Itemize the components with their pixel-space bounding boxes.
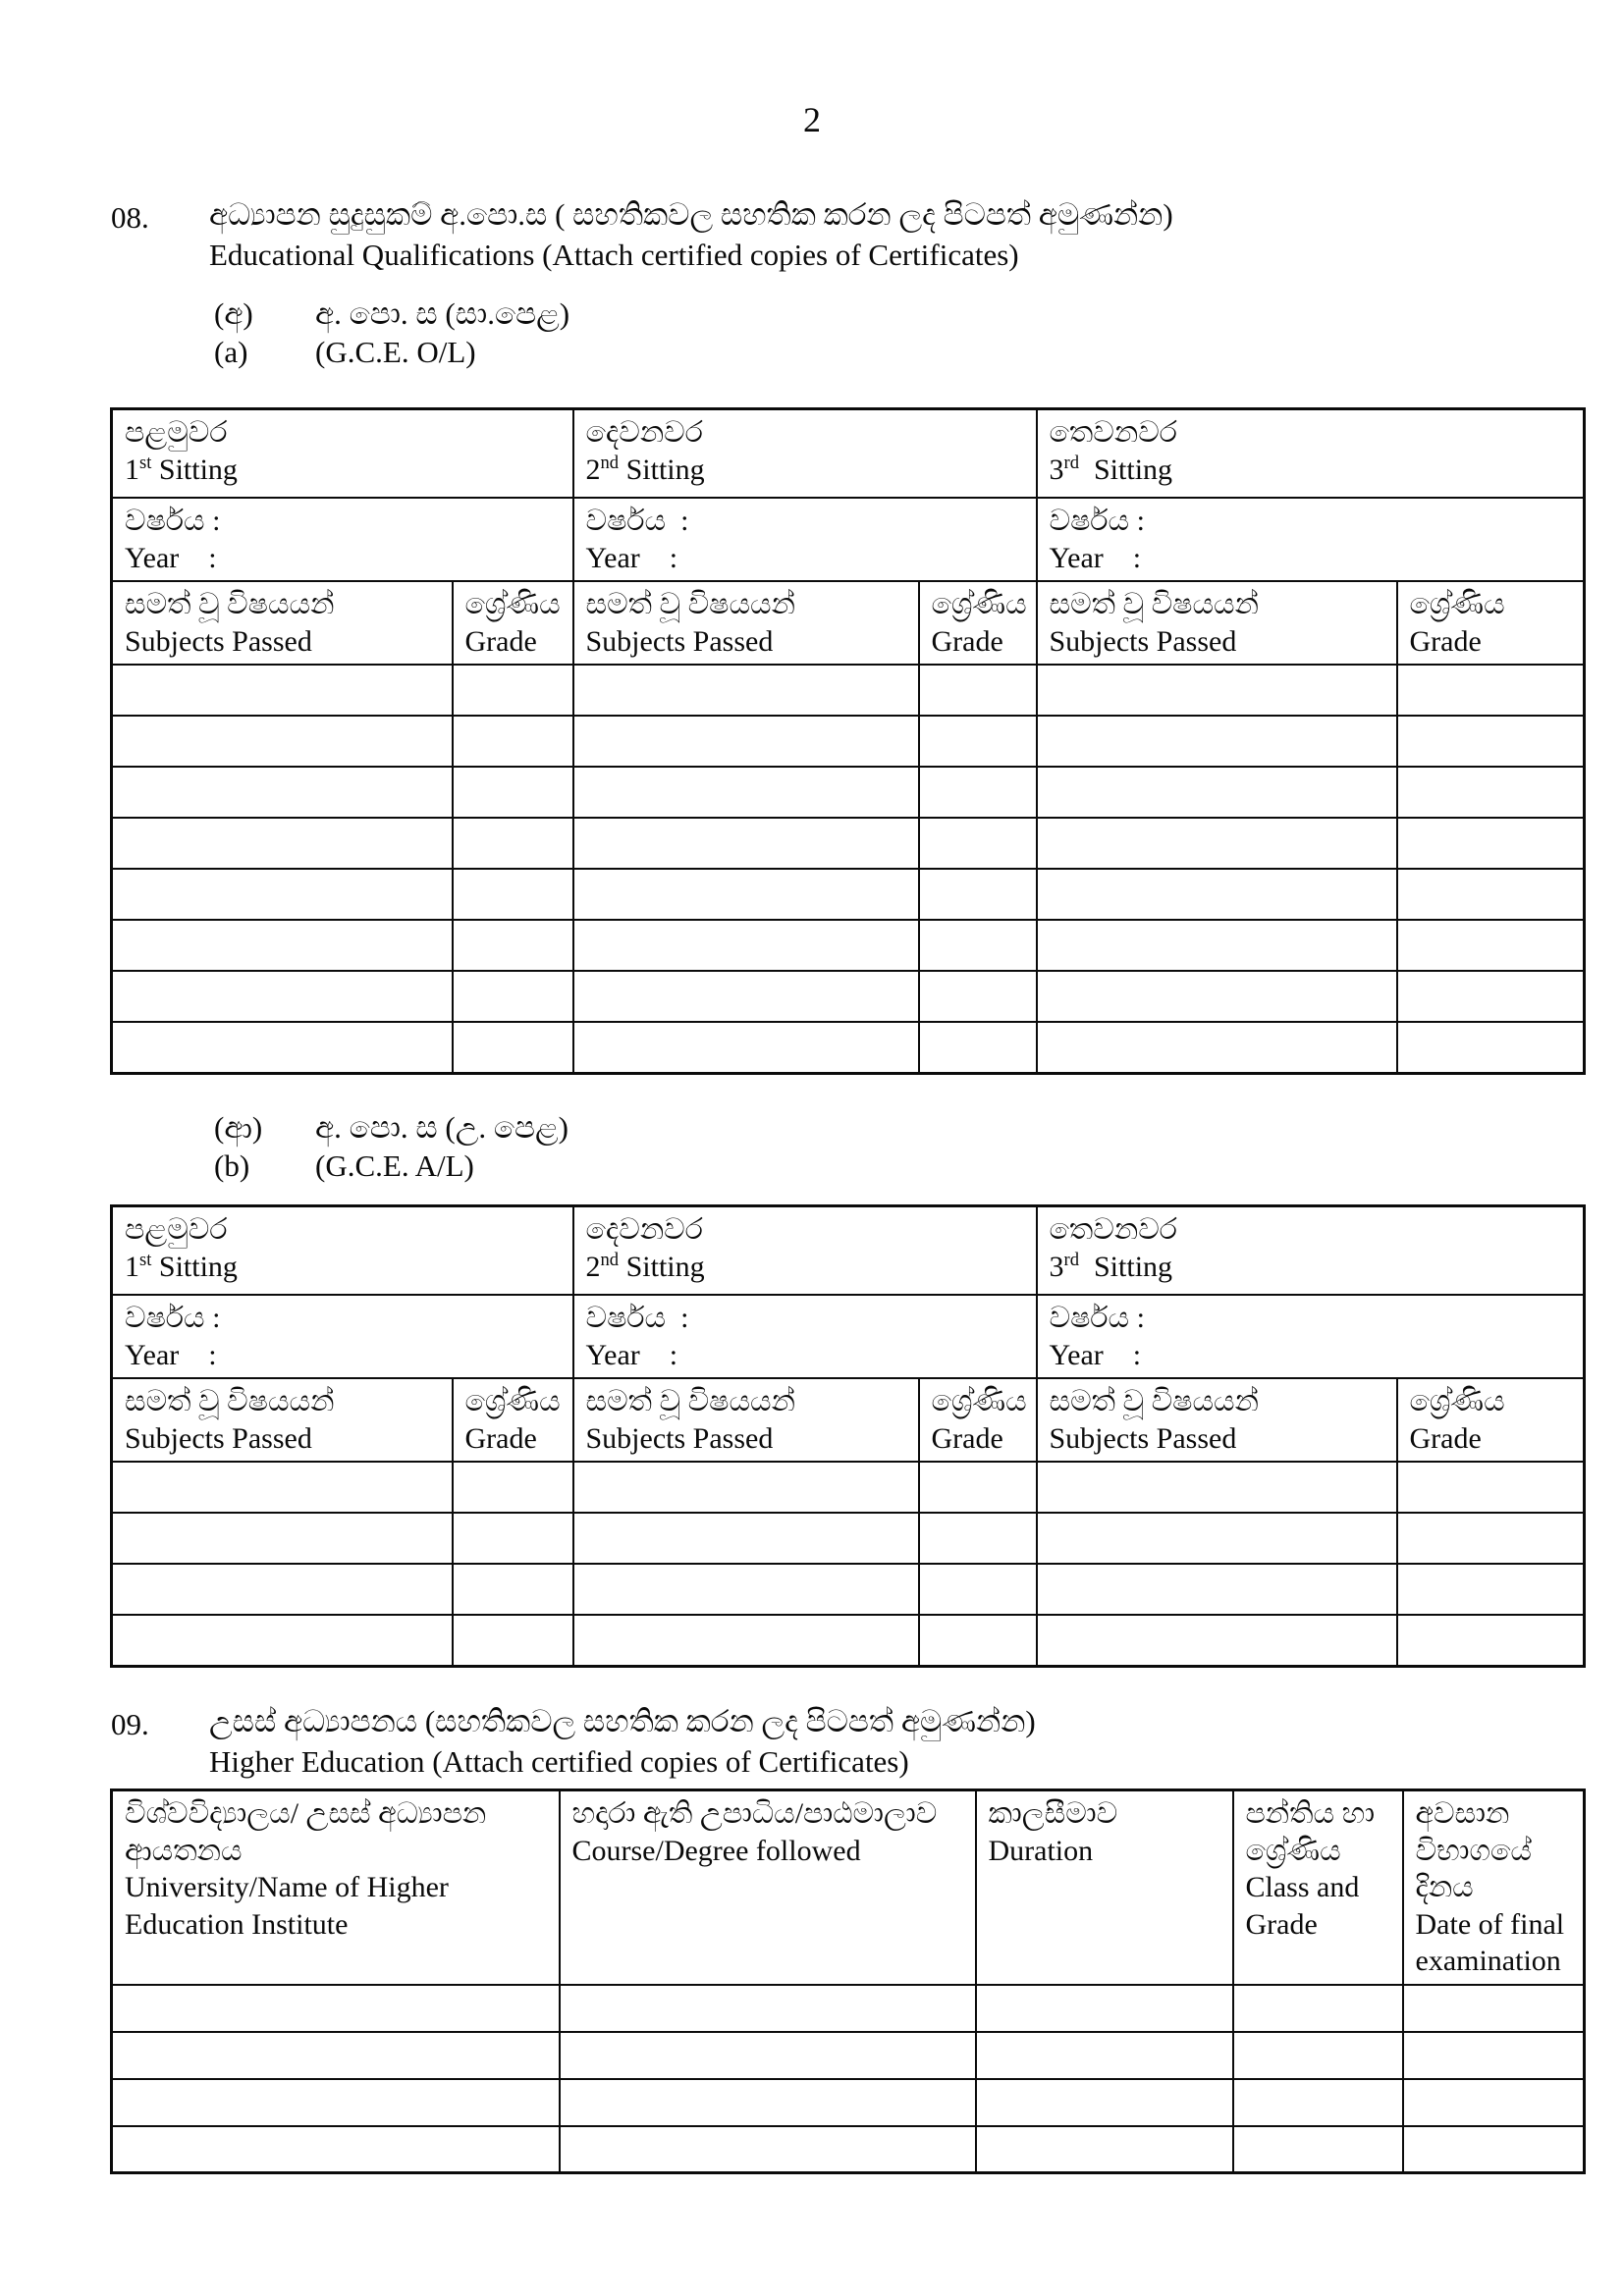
empty-row [112,1985,1585,2032]
empty-cell [1397,716,1585,767]
empty-cell [560,2032,976,2079]
empty-cell [976,2126,1233,2173]
he-blank-rows [112,1985,1585,2173]
class-grade-header-cell: පන්තිය හා ශ්‍රේණිය Class and Grade [1233,1790,1403,1985]
sub-a-value-sinhala: අ. පො. ස (සා.පෙළ) [315,296,570,331]
section-09-number: 09. [111,1707,149,1741]
ol-sitting-header-row [112,409,1585,499]
sub-a-value-english: (G.C.E. O/L) [315,335,476,369]
sub-b-value-sinhala: අ. පො. ස (උ. පෙළ) [315,1110,568,1145]
empty-cell [1037,665,1397,716]
sub-b-value-english: (G.C.E. A/L) [315,1148,474,1183]
section-08-title-english: Educational Qualifications (Attach certified copies of Certificates) [209,238,1019,272]
empty-cell [112,818,453,869]
empty-cell [1233,2126,1403,2173]
ol-sitting-3-cell [1037,409,1585,499]
sitting-1-english: 1st Sitting [125,452,238,486]
empty-cell [453,1462,573,1513]
empty-cell [919,1462,1037,1513]
university-header-cell: විශ්වවිද්‍යාලය/ උසස් අධ්‍යාපන ආයතනය University/Name of Higher Education Institute [112,1790,560,1985]
empty-cell [919,1564,1037,1615]
empty-cell [919,971,1037,1022]
al-sitting-3-cell: තෙවනවර 3rd Sitting [1037,1206,1585,1296]
sub-b-label-sinhala: (ආ) [214,1110,263,1145]
ol-year-row [112,498,1585,581]
empty-cell [1037,869,1397,920]
empty-cell [453,971,573,1022]
sitting-2-english: 2nd Sitting [585,452,705,486]
grade-header-cell: ශ්‍රේණිය Grade [919,1378,1037,1462]
empty-row [112,1462,1585,1513]
empty-cell [573,716,919,767]
empty-cell [112,2079,560,2126]
al-header [112,1206,1585,1463]
empty-cell [453,716,573,767]
empty-cell [1397,1462,1585,1513]
empty-cell [1037,920,1397,971]
empty-cell [1397,1564,1585,1615]
ol-blank-rows [112,665,1585,1073]
empty-cell [112,971,453,1022]
empty-cell [1233,2032,1403,2079]
grade-header-cell: ශ්‍රේණිය Grade [919,581,1037,665]
empty-cell [1403,2032,1585,2079]
empty-cell [976,2032,1233,2079]
al-sitting-2-cell: දෙවනවර 2nd Sitting [573,1206,1037,1296]
empty-cell [112,1462,453,1513]
sitting-3-english: 3rd Sitting [1049,452,1173,486]
al-year-row [112,1295,1585,1378]
sitting-1-sinhala: පළමුවර [125,416,228,449]
subjects-passed-header-cell: සමත් වූ විෂයයන් Subjects Passed [573,581,919,665]
empty-cell [573,920,919,971]
subjects-passed-header-cell: සමත් වූ විෂයයන් Subjects Passed [1037,581,1397,665]
empty-cell [919,1513,1037,1564]
ol-sitting-1-cell [112,409,573,499]
empty-cell [919,1615,1037,1666]
empty-cell [1397,767,1585,818]
section-08-number: 08. [111,200,149,235]
empty-cell [919,869,1037,920]
empty-cell [976,1985,1233,2032]
empty-row [112,1513,1585,1564]
ol-table [110,407,1586,1075]
he-header-row [112,1790,1585,1985]
al-year-3-cell: වර්ෂය : Year : [1037,1295,1585,1378]
empty-cell [919,716,1037,767]
empty-cell [453,869,573,920]
ol-sitting-2-cell [573,409,1037,499]
empty-cell [1397,1022,1585,1073]
section-09-title-english: Higher Education (Attach certified copies of Certificates) [209,1744,909,1779]
ol-year-1-cell: වර්ෂය : Year : [112,498,573,581]
empty-row [112,1564,1585,1615]
empty-cell [112,1513,453,1564]
empty-cell [1037,1462,1397,1513]
empty-row [112,2126,1585,2173]
empty-cell [573,767,919,818]
sub-b-label-english: (b) [214,1148,250,1183]
empty-cell [976,2079,1233,2126]
empty-cell [560,2079,976,2126]
empty-cell [1233,1985,1403,2032]
ol-year-2-cell: වර්ෂය : Year : [573,498,1037,581]
sub-a-label-english: (a) [214,335,248,369]
empty-cell [1397,818,1585,869]
duration-header-cell: කාලසීමාව Duration [976,1790,1233,1985]
empty-cell [112,665,453,716]
al-blank-rows [112,1462,1585,1666]
empty-cell [1397,869,1585,920]
empty-cell [573,1462,919,1513]
final-exam-date-header-cell: අවසාන විභාගයේ දිනය Date of final examination [1403,1790,1585,1985]
al-sitting-1-cell: පළමුවර 1st Sitting [112,1206,573,1296]
empty-cell [573,1615,919,1666]
empty-row [112,1022,1585,1073]
empty-cell [1397,971,1585,1022]
empty-cell [919,920,1037,971]
empty-cell [1233,2079,1403,2126]
empty-row [112,920,1585,971]
empty-cell [112,716,453,767]
al-year-2-cell: වර්ෂය : Year : [573,1295,1037,1378]
empty-cell [112,1022,453,1073]
empty-cell [919,767,1037,818]
empty-cell [573,1564,919,1615]
empty-cell [112,1985,560,2032]
empty-row [112,2079,1585,2126]
empty-cell [1037,1615,1397,1666]
higher-education-table [110,1789,1586,2174]
empty-row [112,665,1585,716]
empty-row [112,1615,1585,1666]
grade-header-cell: ශ්‍රේණිය Grade [1397,1378,1585,1462]
subjects-passed-header-cell: සමත් වූ විෂයයන් Subjects Passed [573,1378,919,1462]
section-08-title-sinhala: අධ්‍යාපන සුදුසුකම් අ.පො.ස ( සහතිකවල සහතික කරන ලද පිටපත් අමුණන්න) [209,197,1173,232]
empty-cell [1397,1615,1585,1666]
empty-cell [112,869,453,920]
subjects-passed-header-cell: සමත් වූ විෂයයන් Subjects Passed [112,1378,453,1462]
empty-cell [112,1615,453,1666]
empty-cell [1037,716,1397,767]
sitting-2-sinhala: දෙවනවර [585,416,703,449]
empty-row [112,716,1585,767]
empty-row [112,971,1585,1022]
empty-cell [453,920,573,971]
sub-a-label-sinhala: (අ) [214,296,253,331]
subjects-passed-header-cell: සමත් වූ විෂයයන් Subjects Passed [1037,1378,1397,1462]
empty-cell [453,818,573,869]
empty-cell [573,665,919,716]
al-year-1-cell: වර්ෂය : Year : [112,1295,573,1378]
empty-cell [1037,1513,1397,1564]
empty-cell [573,1513,919,1564]
page-number: 2 [803,100,821,139]
empty-cell [1397,1513,1585,1564]
empty-cell [1397,920,1585,971]
empty-row [112,869,1585,920]
empty-cell [453,1615,573,1666]
empty-row [112,2032,1585,2079]
empty-cell [573,869,919,920]
empty-cell [1037,1564,1397,1615]
empty-cell [1403,2126,1585,2173]
empty-cell [112,920,453,971]
ol-subjects-header-row [112,581,1585,665]
empty-cell [112,2126,560,2173]
al-sitting-header-row [112,1206,1585,1296]
higher-education-header [112,1790,1585,1985]
empty-cell [453,1513,573,1564]
sitting-3-sinhala: තෙවනවර [1049,416,1177,449]
empty-cell [919,1022,1037,1073]
empty-cell [1037,818,1397,869]
empty-cell [1037,971,1397,1022]
empty-cell [919,665,1037,716]
al-subjects-header-row [112,1378,1585,1462]
empty-row [112,767,1585,818]
empty-cell [1403,2079,1585,2126]
empty-cell [112,2032,560,2079]
empty-cell [573,818,919,869]
empty-cell [573,971,919,1022]
empty-cell [453,1022,573,1073]
grade-header-cell: ශ්‍රේණිය Grade [453,1378,573,1462]
ol-header [112,409,1585,666]
empty-row [112,818,1585,869]
empty-cell [573,1022,919,1073]
empty-cell [112,1564,453,1615]
empty-cell [560,1985,976,2032]
grade-header-cell: ශ්‍රේණිය Grade [1397,581,1585,665]
grade-header-cell: ශ්‍රේණිය Grade [453,581,573,665]
empty-cell [560,2126,976,2173]
empty-cell [1397,665,1585,716]
empty-cell [453,1564,573,1615]
empty-cell [453,767,573,818]
empty-cell [112,767,453,818]
ol-year-3-cell: වර්ෂය : Year : [1037,498,1585,581]
al-table [110,1204,1586,1668]
course-degree-header-cell: හදාරා ඇති උපාධිය/පාඨමාලාව Course/Degree followed [560,1790,976,1985]
empty-cell [1037,1022,1397,1073]
subjects-passed-header-cell: සමත් වූ විෂයයන් Subjects Passed [112,581,453,665]
empty-cell [1403,1985,1585,2032]
section-09-title-sinhala: උසස් අධ්‍යාපනය (සහතිකවල සහතික කරන ලද පිටපත් අමුණන්න) [209,1704,1036,1738]
empty-cell [453,665,573,716]
empty-cell [1037,767,1397,818]
empty-cell [919,818,1037,869]
